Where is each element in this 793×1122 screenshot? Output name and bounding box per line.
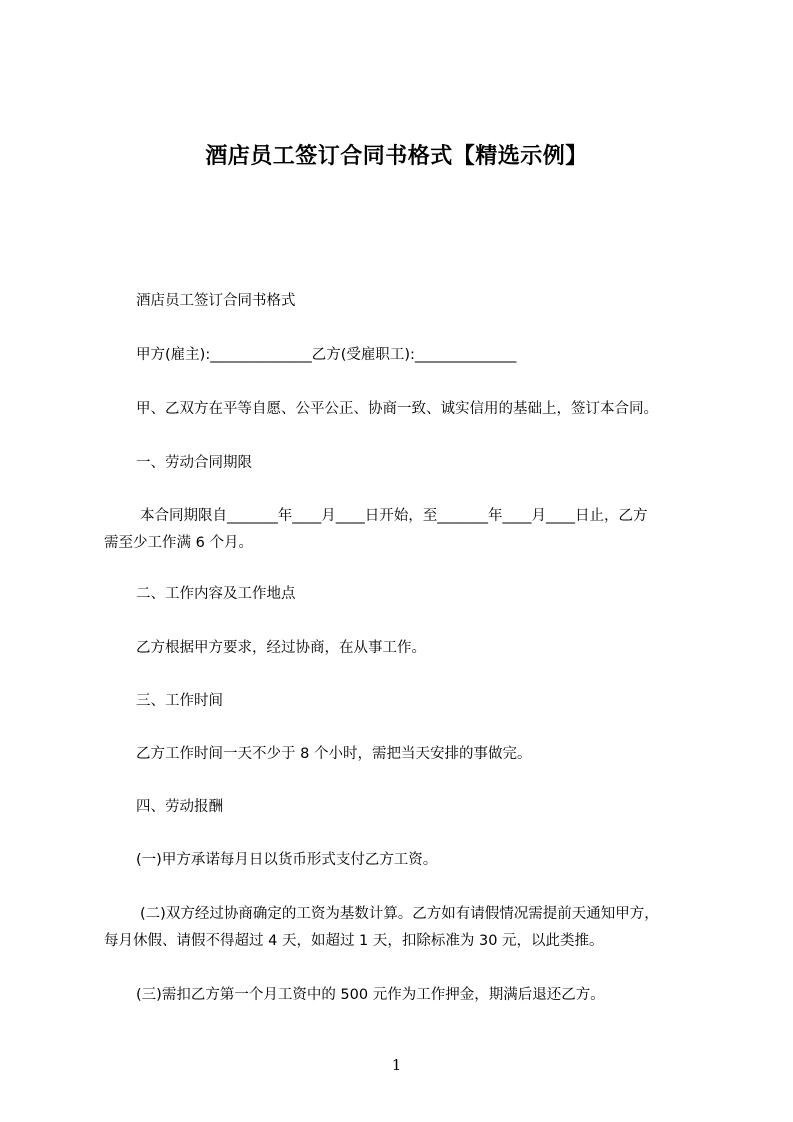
section-heading-hours: 三、工作时间 — [136, 693, 223, 709]
pay-clause-2-line1: (二)双方经过协商确定的工资为基数计算。乙方如有请假情况需提前天通知甲方， — [140, 906, 659, 922]
parties-paragraph: 甲方(雇主):______________乙方(受雇职工):______________ — [136, 347, 517, 363]
preamble-paragraph: 甲、乙双方在平等自愿、公平公正、协商一致、诚实信用的基础上，签订本合同。 — [136, 401, 658, 417]
section-heading-term: 一、劳动合同期限 — [136, 455, 252, 471]
pay-clause-2-line2: 每月休假、请假不得超过 4 天，如超过 1 天，扣除标准为 30 元，以此类推。 — [104, 933, 604, 949]
hours-paragraph: 乙方工作时间一天不少于 8 个小时，需把当天安排的事做完。 — [136, 746, 532, 762]
section-heading-pay: 四、劳动报酬 — [136, 799, 223, 815]
subtitle-paragraph: 酒店员工签订合同书格式 — [136, 293, 296, 309]
document-title: 酒店员工签订合同书格式【精选示例】 — [205, 144, 588, 169]
section-heading-content: 二、工作内容及工作地点 — [136, 586, 296, 602]
content-paragraph: 乙方根据甲方要求，经过协商，在从事工作。 — [136, 640, 426, 656]
term-paragraph-line2: 需至少工作满 6 个月。 — [104, 535, 253, 551]
term-paragraph-line1: 本合同期限自_______年____月____日开始，至_______年____月____日止，乙方 — [140, 508, 648, 524]
pay-clause-3: (三)需扣乙方第一个月工资中的 500 元作为工作押金，期满后退还乙方。 — [136, 987, 605, 1003]
page-number: 1 — [391, 1056, 402, 1074]
pay-clause-1: (一)甲方承诺每月日以货币形式支付乙方工资。 — [136, 852, 438, 868]
